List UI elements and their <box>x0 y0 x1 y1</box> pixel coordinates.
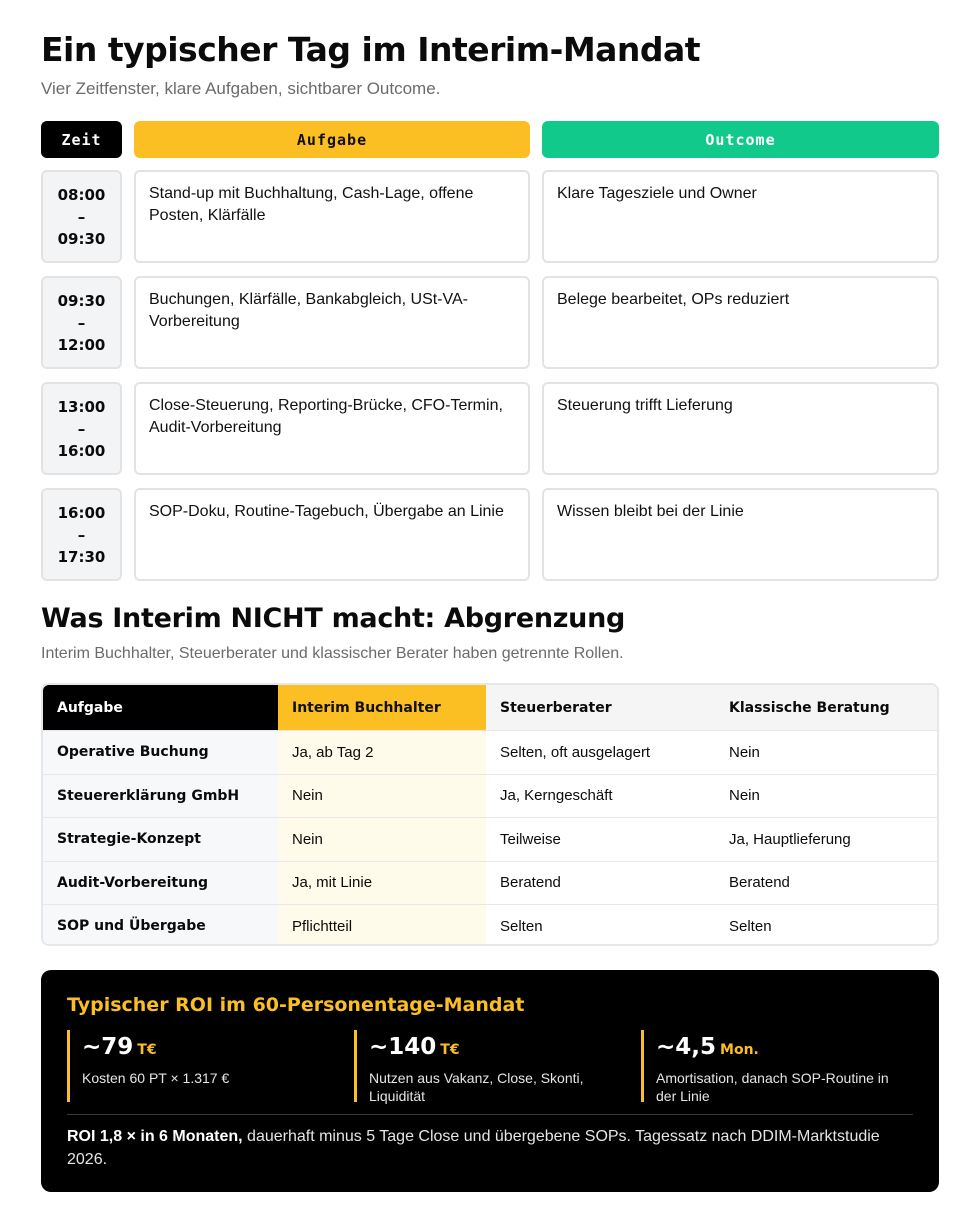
time-end: 17:30 <box>57 547 106 566</box>
column-header-outcome: Outcome <box>542 121 939 158</box>
time-dash: – <box>77 419 86 438</box>
comparison-table <box>41 683 939 946</box>
table-cell: Nein <box>278 818 486 861</box>
table-cell: Pflichtteil <box>278 905 486 946</box>
kpi-value: ~4,5 <box>656 1034 717 1060</box>
table-cell: Audit-Vorbereitung <box>43 862 278 905</box>
table-cell: Ja, ab Tag 2 <box>278 731 486 774</box>
table-cell: Selten <box>729 917 772 935</box>
time-dash: – <box>77 525 86 544</box>
kpi-unit: T€ <box>137 1042 157 1058</box>
table-cell: Ja, Kerngeschäft <box>500 787 613 805</box>
table-cell: Selten, oft ausgelagert <box>500 743 651 761</box>
table-cell: Ja, mit Linie <box>278 862 486 905</box>
table-row <box>43 904 937 946</box>
time-start: 09:30 <box>57 291 106 310</box>
task-cell: Stand-up mit Buchhaltung, Cash-Lage, offene Posten, Klärfälle <box>134 170 530 263</box>
page-title: Ein typischer Tag im Interim-Mandat <box>41 30 701 69</box>
table-cell: Beratend <box>500 874 561 892</box>
table-cell: Nein <box>278 775 486 818</box>
section-title: Was Interim NICHT macht: Abgrenzung <box>41 603 626 634</box>
time-slot <box>41 488 122 581</box>
kpi-value-line <box>369 1030 614 1067</box>
time-end: 12:00 <box>57 335 106 354</box>
kpi-label: Kosten 60 PT × 1.317 € <box>82 1070 230 1086</box>
time-start: 08:00 <box>57 185 106 204</box>
time-dash: – <box>77 313 86 332</box>
roi-note-text: dauerhaft minus 5 Tage Close und übergebene SOPs. Tagessatz nach DDIM-Marktstudie 2026. <box>67 1128 880 1168</box>
table-cell: SOP und Übergabe <box>43 905 278 946</box>
table-row <box>43 730 937 774</box>
column-header-time: Zeit <box>41 121 122 158</box>
task-cell: Buchungen, Klärfälle, Bankabgleich, USt-VA-Vorbereitung <box>134 276 530 369</box>
table-cell: Steuererklärung GmbH <box>43 775 278 818</box>
roi-title: Typischer ROI im 60-Personentage-Mandat <box>67 994 525 1016</box>
table-row <box>43 861 937 905</box>
task-cell: Close-Steuerung, Reporting-Brücke, CFO-Termin, Audit-Vorbereitung <box>134 382 530 475</box>
table-header-cell: Steuerberater <box>486 685 715 730</box>
outcome-cell: Klare Tagesziele und Owner <box>542 170 939 263</box>
kpi-amortisation <box>641 1030 911 1102</box>
outcome-cell: Wissen bleibt bei der Linie <box>542 488 939 581</box>
outcome-cell: Steuerung trifft Lieferung <box>542 382 939 475</box>
divider <box>67 1114 913 1115</box>
roi-panel <box>41 970 939 1192</box>
kpi-label: Nutzen aus Vakanz, Close, Skonti, Liquidität <box>369 1070 584 1104</box>
table-cell: Strategie-Konzept <box>43 818 278 861</box>
table-header-cell: Aufgabe <box>43 685 278 730</box>
table-cell: Operative Buchung <box>43 731 278 774</box>
page-subtitle: Vier Zeitfenster, klare Aufgaben, sichtbarer Outcome. <box>41 79 441 98</box>
table-header-row <box>43 685 937 730</box>
table-cell: Nein <box>729 743 760 761</box>
table-header-cell: Klassische Beratung <box>715 685 937 730</box>
table-cell: Ja, Hauptlieferung <box>729 830 851 848</box>
time-slot <box>41 382 122 475</box>
kpi-cost <box>67 1030 317 1102</box>
time-start: 16:00 <box>57 503 106 522</box>
kpi-value-line <box>82 1030 317 1067</box>
time-end: 16:00 <box>57 441 106 460</box>
task-cell: SOP-Doku, Routine-Tagebuch, Übergabe an Linie <box>134 488 530 581</box>
time-slot <box>41 170 122 263</box>
time-dash: – <box>77 207 86 226</box>
table-row <box>43 774 937 818</box>
table-cell: Selten <box>500 917 543 935</box>
roi-note <box>67 1125 917 1171</box>
section-subtitle: Interim Buchhalter, Steuerberater und klassischer Berater haben getrennte Rollen. <box>41 645 624 662</box>
time-slot <box>41 276 122 369</box>
roi-note-highlight: ROI 1,8 × in 6 Monaten, <box>67 1128 243 1145</box>
kpi-benefit <box>354 1030 614 1102</box>
time-start: 13:00 <box>57 397 106 416</box>
kpi-value: ~140 <box>369 1034 437 1060</box>
kpi-unit: Mon. <box>720 1042 759 1058</box>
table-cell: Nein <box>729 787 760 805</box>
time-end: 09:30 <box>57 229 106 248</box>
table-cell: Beratend <box>729 874 790 892</box>
kpi-value-line <box>656 1030 911 1067</box>
kpi-label: Amortisation, danach SOP-Routine in der Linie <box>656 1070 889 1104</box>
outcome-cell: Belege bearbeitet, OPs reduziert <box>542 276 939 369</box>
table-header-cell: Interim Buchhalter <box>278 685 486 730</box>
table-row <box>43 817 937 861</box>
column-header-task: Aufgabe <box>134 121 530 158</box>
kpi-unit: T€ <box>440 1042 460 1058</box>
kpi-value: ~79 <box>82 1034 134 1060</box>
table-cell: Teilweise <box>500 830 561 848</box>
